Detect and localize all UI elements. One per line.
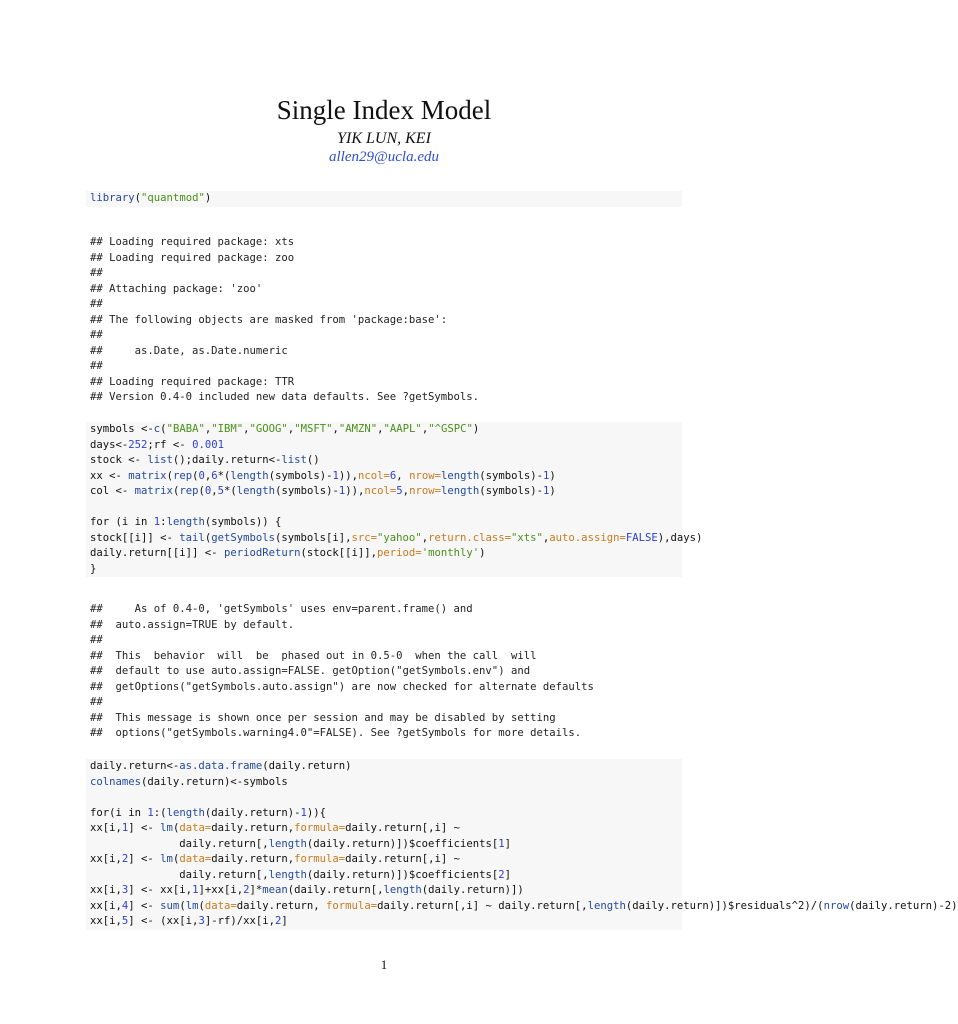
code-token: 6 <box>389 469 397 482</box>
code-line <box>90 914 678 930</box>
code-token: list <box>147 454 173 467</box>
code-token: 4 <box>121 899 129 912</box>
code-token: getSymbols <box>211 531 275 544</box>
code-token: , <box>287 423 295 435</box>
code-token: 0 <box>204 485 212 498</box>
code-token: ) <box>204 192 212 204</box>
code-chunk-library <box>86 191 682 207</box>
code-token: daily.return[,i] ~ <box>345 822 460 835</box>
code-token: daily.return, <box>211 853 295 866</box>
code-line <box>90 484 678 500</box>
code-token: , <box>332 423 339 435</box>
code-token: ]-rf)/xx[i, <box>204 915 276 928</box>
code-token: xx[i, <box>90 822 122 835</box>
doc-author: YIK LUN, KEI <box>337 130 431 147</box>
code-line <box>90 837 678 853</box>
code-token: "BABA" <box>166 423 205 435</box>
code-token: ] <- <box>128 822 161 835</box>
code-token: lm <box>160 853 173 866</box>
code-token: 252 <box>128 438 148 451</box>
code-token: (symbols)- <box>479 485 544 498</box>
code-token: length <box>166 806 205 819</box>
code-token: rep <box>179 485 199 498</box>
code-token: (daily.return)])$residuals^2)/( <box>625 899 824 912</box>
code-token: (daily.return)])$coefficients[ <box>306 837 499 850</box>
code-token: 1 <box>332 469 339 482</box>
code-token: *( <box>217 469 231 482</box>
code-token: 5 <box>217 485 225 498</box>
code-line <box>90 562 678 578</box>
code-token: (symbols)- <box>268 469 333 482</box>
code-token: for (i in <box>90 516 154 529</box>
code-token: ) <box>479 547 486 560</box>
code-token: length <box>440 485 480 498</box>
code-token: 1 <box>543 485 550 498</box>
code-token: , <box>542 531 550 544</box>
code-line <box>90 469 678 485</box>
code-token: 1 <box>153 516 161 529</box>
code-token: (symbols[i], <box>274 531 352 544</box>
code-token: length <box>230 469 269 482</box>
code-token: ] <- (xx[i, <box>128 915 199 928</box>
code-token: src= <box>351 531 378 544</box>
code-token: 1 <box>543 469 550 482</box>
code-token: xx[i, <box>90 899 122 912</box>
code-token: length <box>268 837 307 850</box>
code-token: { <box>319 806 327 819</box>
code-token: daily.return<- <box>90 760 180 772</box>
code-token: ( <box>172 485 180 498</box>
doc-title: Single Index Model <box>276 95 492 125</box>
code-token: (daily.return)-2) <box>849 899 958 912</box>
code-token: (stock[[i]], <box>300 547 378 560</box>
code-token: ) <box>549 485 556 498</box>
code-line <box>90 438 678 454</box>
title-block <box>0 94 768 166</box>
code-token: , <box>204 423 212 435</box>
code-token: (daily.return)])$coefficients[ <box>306 868 499 881</box>
output-line: ## auto.assign=TRUE by default. <box>90 618 295 631</box>
code-token: 1 <box>121 822 129 835</box>
code-token: ( <box>166 469 173 482</box>
code-token: 2 <box>275 915 282 928</box>
output-chunk-loading <box>86 235 682 406</box>
code-token: ] <box>281 915 288 928</box>
code-token: stock[[i]] <- <box>90 531 180 544</box>
code-token: col <- <box>90 485 135 498</box>
code-line <box>90 821 678 837</box>
code-line <box>90 806 678 822</box>
code-token: 'monthly' <box>421 547 480 560</box>
code-token: 2 <box>498 868 505 881</box>
code-token: xx[i, <box>90 915 122 928</box>
code-token: () <box>306 454 320 467</box>
code-token: } <box>90 562 97 575</box>
code-token: ( <box>172 853 180 866</box>
code-token: length <box>383 884 422 897</box>
code-token: (daily.return) <box>262 760 352 772</box>
code-token: , <box>243 423 250 435</box>
code-token: daily.return, <box>211 822 295 835</box>
code-token: matrix <box>128 469 167 482</box>
code-token: ( <box>198 899 205 912</box>
code-token: ] <- <box>128 899 161 912</box>
code-token: daily.return, <box>236 899 327 912</box>
code-token: library <box>90 192 135 204</box>
code-token: formula= <box>294 822 346 835</box>
code-token: daily.return[,i] ~ <box>345 853 460 866</box>
code-token: FALSE <box>625 531 658 544</box>
code-token: , <box>421 423 429 435</box>
code-token: )), <box>338 469 359 482</box>
page-number: 1 <box>380 957 388 972</box>
code-token: as.data.frame <box>179 760 263 772</box>
code-token: daily.return[, <box>90 837 269 850</box>
code-token: , <box>204 469 212 482</box>
code-token: ] <- <box>128 853 161 866</box>
code-token: 0.001 <box>192 438 224 451</box>
code-token: , <box>211 485 218 498</box>
code-token: 2 <box>243 884 250 897</box>
code-token: (symbols)) { <box>204 516 282 529</box>
code-token: period= <box>377 547 422 560</box>
code-token: stock <- <box>90 454 148 467</box>
code-line <box>90 515 678 531</box>
code-token: )), <box>345 485 365 498</box>
output-line: ## options("getSymbols.warning4.0"=FALSE). See ?getSymbols for more details. <box>90 727 582 740</box>
output-line: ## <box>90 329 103 342</box>
code-token: lm <box>185 899 199 912</box>
code-token: auto.assign= <box>549 531 626 544</box>
author-email-link[interactable]: allen29@ucla.edu <box>328 149 440 165</box>
code-token: matrix <box>134 485 173 498</box>
code-line <box>90 899 958 915</box>
code-token: ] <- xx[i, <box>128 884 193 897</box>
code-token: ] <box>504 868 511 881</box>
output-line: ## Loading required package: TTR <box>90 375 295 388</box>
code-token: length <box>440 469 480 482</box>
code-token: c <box>153 423 161 435</box>
code-token: :( <box>153 806 167 819</box>
code-token: "quantmod" <box>141 192 205 204</box>
code-token: for(i in <box>90 806 148 819</box>
code-token: ( <box>204 531 212 544</box>
code-line <box>90 453 678 469</box>
code-token: : <box>160 516 167 529</box>
code-token: days<- <box>90 438 129 451</box>
code-line <box>90 422 678 438</box>
code-token: 5 <box>396 485 403 498</box>
code-token: formula= <box>326 899 378 912</box>
code-token: ( <box>179 899 186 912</box>
output-line: ## The following objects are masked from 'package:base': <box>90 313 448 326</box>
code-line <box>90 531 703 547</box>
code-token: length <box>236 485 276 498</box>
code-chunk-regression <box>86 759 958 930</box>
code-token: ( <box>192 469 199 482</box>
code-token: "GOOG" <box>249 423 288 435</box>
code-token: ),days) <box>657 531 703 544</box>
code-token: ncol= <box>364 485 397 498</box>
code-token: , <box>377 423 384 435</box>
output-line: ## <box>90 267 103 280</box>
code-line <box>90 759 678 775</box>
code-token: ] <box>504 837 511 850</box>
code-chunk-get-data <box>86 422 703 577</box>
output-line: ## <box>90 696 103 709</box>
code-token: ;rf <- <box>147 438 193 451</box>
code-line <box>90 191 678 207</box>
output-line: ## This behavior will be phased out in 0.5-0 when the call will <box>90 649 537 662</box>
code-token: "yahoo" <box>377 531 422 544</box>
code-token: ncol= <box>358 469 390 482</box>
code-token: "IBM" <box>211 423 244 435</box>
code-token: 1 <box>192 884 199 897</box>
code-token: 6 <box>211 469 218 482</box>
code-token: tail <box>179 531 205 544</box>
code-token: 2 <box>121 853 129 866</box>
code-token: "AAPL" <box>383 423 422 435</box>
code-token: colnames <box>90 775 142 788</box>
code-token: ) <box>549 469 556 482</box>
output-line: ## getOptions("getSymbols.auto.assign") are now checked for alternate defaults <box>90 680 594 693</box>
code-token: ) <box>472 423 480 435</box>
output-line: ## Loading required package: zoo <box>90 251 295 264</box>
code-line <box>90 868 678 884</box>
code-token: ();daily.return<- <box>172 454 282 467</box>
code-token: , <box>402 485 410 498</box>
code-token: 1 <box>338 485 346 498</box>
code-token: 0 <box>198 469 205 482</box>
code-token: daily.return[, <box>90 868 269 881</box>
code-token: (symbols)- <box>275 485 339 498</box>
code-line <box>90 500 678 516</box>
code-token: ( <box>160 423 167 435</box>
code-token: 5 <box>121 915 129 928</box>
output-chunk-warning <box>86 602 682 742</box>
code-token: formula= <box>294 853 346 866</box>
code-token: data= <box>179 822 212 835</box>
code-token: "xts" <box>511 531 543 544</box>
code-token: ( <box>172 822 180 835</box>
code-token: lm <box>160 822 173 835</box>
code-line <box>90 546 678 562</box>
output-line: ## Loading required package: xts <box>90 236 295 248</box>
output-line: ## <box>90 298 103 311</box>
code-token: sum <box>160 899 180 912</box>
code-token: periodReturn <box>223 547 301 560</box>
code-token: data= <box>204 899 237 912</box>
code-token: (daily.return)- <box>204 806 301 819</box>
code-token: xx <- <box>90 469 129 482</box>
code-token: (symbols)- <box>479 469 544 482</box>
code-token: (daily.return)]) <box>421 884 524 897</box>
code-token: nrow= <box>409 485 441 498</box>
code-token: length <box>268 868 307 881</box>
code-token: , <box>396 469 410 482</box>
code-token: data= <box>179 853 212 866</box>
code-token: nrow <box>823 899 850 912</box>
code-token: "^GSPC" <box>428 423 473 435</box>
code-token: mean <box>262 884 288 897</box>
code-token: xx[i, <box>90 884 122 897</box>
code-token: return.class= <box>428 531 512 544</box>
output-line: ## default to use auto.assign=FALSE. getOption("getSymbols.env") and <box>90 665 531 678</box>
code-token: list <box>281 454 307 467</box>
code-token: 1 <box>300 806 307 819</box>
output-line: ## Version 0.4-0 included new data defaults. See ?getSymbols. <box>90 391 480 404</box>
output-line: ## <box>90 634 103 647</box>
code-token: 3 <box>121 884 129 897</box>
code-line <box>90 775 678 791</box>
output-line: ## Attaching package: 'zoo' <box>90 282 263 295</box>
code-token: , <box>421 531 429 544</box>
output-line: ## This message is shown once per session and may be disabled by setting <box>90 711 556 724</box>
code-token: "AMZN" <box>338 423 378 435</box>
code-token: ]* <box>249 884 263 897</box>
code-line <box>90 790 678 806</box>
code-token: ( <box>134 192 142 204</box>
code-token: )) <box>306 806 320 819</box>
code-token: (daily.return)<-symbols <box>141 775 288 788</box>
code-token: 1 <box>498 837 505 850</box>
code-token: 1 <box>147 806 154 819</box>
code-token: daily.return[,i] ~ daily.return[, <box>377 899 588 912</box>
code-token: "MSFT" <box>294 423 333 435</box>
code-token: *( <box>224 485 237 498</box>
code-token: symbols <- <box>90 423 154 435</box>
code-token: nrow= <box>409 469 441 482</box>
code-token: daily.return[[i]] <- <box>90 547 224 560</box>
code-token: length <box>166 516 205 529</box>
code-token: xx[i, <box>90 853 122 866</box>
code-token: ( <box>198 485 205 498</box>
code-line <box>90 852 678 868</box>
code-token: length <box>587 899 626 912</box>
code-token: (daily.return[, <box>287 884 384 897</box>
code-line <box>90 883 678 899</box>
output-line: ## <box>90 360 103 373</box>
code-token: ]+xx[i, <box>198 884 244 897</box>
code-token: 3 <box>198 915 205 928</box>
output-line: ## As of 0.4-0, 'getSymbols' uses env=parent.frame() and <box>90 603 473 615</box>
output-line: ## as.Date, as.Date.numeric <box>90 344 288 357</box>
code-token: rep <box>172 469 193 482</box>
